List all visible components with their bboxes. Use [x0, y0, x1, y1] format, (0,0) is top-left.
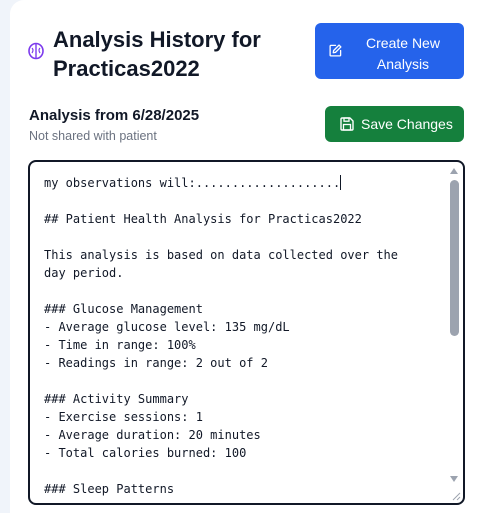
scroll-thumb[interactable] [450, 180, 459, 336]
brain-icon [27, 42, 45, 60]
create-new-analysis-button[interactable] [315, 23, 464, 79]
page-title: Analysis History for Practicas2022 [53, 27, 261, 81]
analysis-text-editor[interactable] [28, 160, 465, 505]
resize-handle-icon[interactable] [451, 491, 461, 501]
analysis-history-panel [10, 0, 481, 513]
save-changes-label: Save Changes [361, 116, 453, 132]
edit-icon [329, 44, 342, 57]
scroll-down-arrow-icon[interactable] [450, 476, 458, 482]
share-status: Not shared with patient [29, 129, 157, 143]
analysis-text: my observations will:.................... ## Patient Health Analysis for Practicas2022 This analysis is based on data collected over the day period. ### Glucose Management - Average glucose level: 135 mg/dL - Time in range: 100% - Readings in range: 2 out of 2 ### Activity Summary - Exercise sessions: 1 - Average duration: 20 minutes - Total calories burned: 100 ### Sleep Patterns [44, 176, 399, 496]
create-new-analysis-label: Create New Analysis [366, 35, 440, 72]
analysis-heading: Analysis from 6/28/2025 [29, 107, 200, 124]
save-icon [340, 117, 354, 131]
analysis-text-content[interactable] [44, 174, 424, 498]
editor-scrollbar[interactable] [449, 168, 461, 494]
text-caret [340, 175, 341, 190]
scroll-up-arrow-icon[interactable] [450, 168, 458, 174]
save-changes-button[interactable] [325, 106, 464, 142]
